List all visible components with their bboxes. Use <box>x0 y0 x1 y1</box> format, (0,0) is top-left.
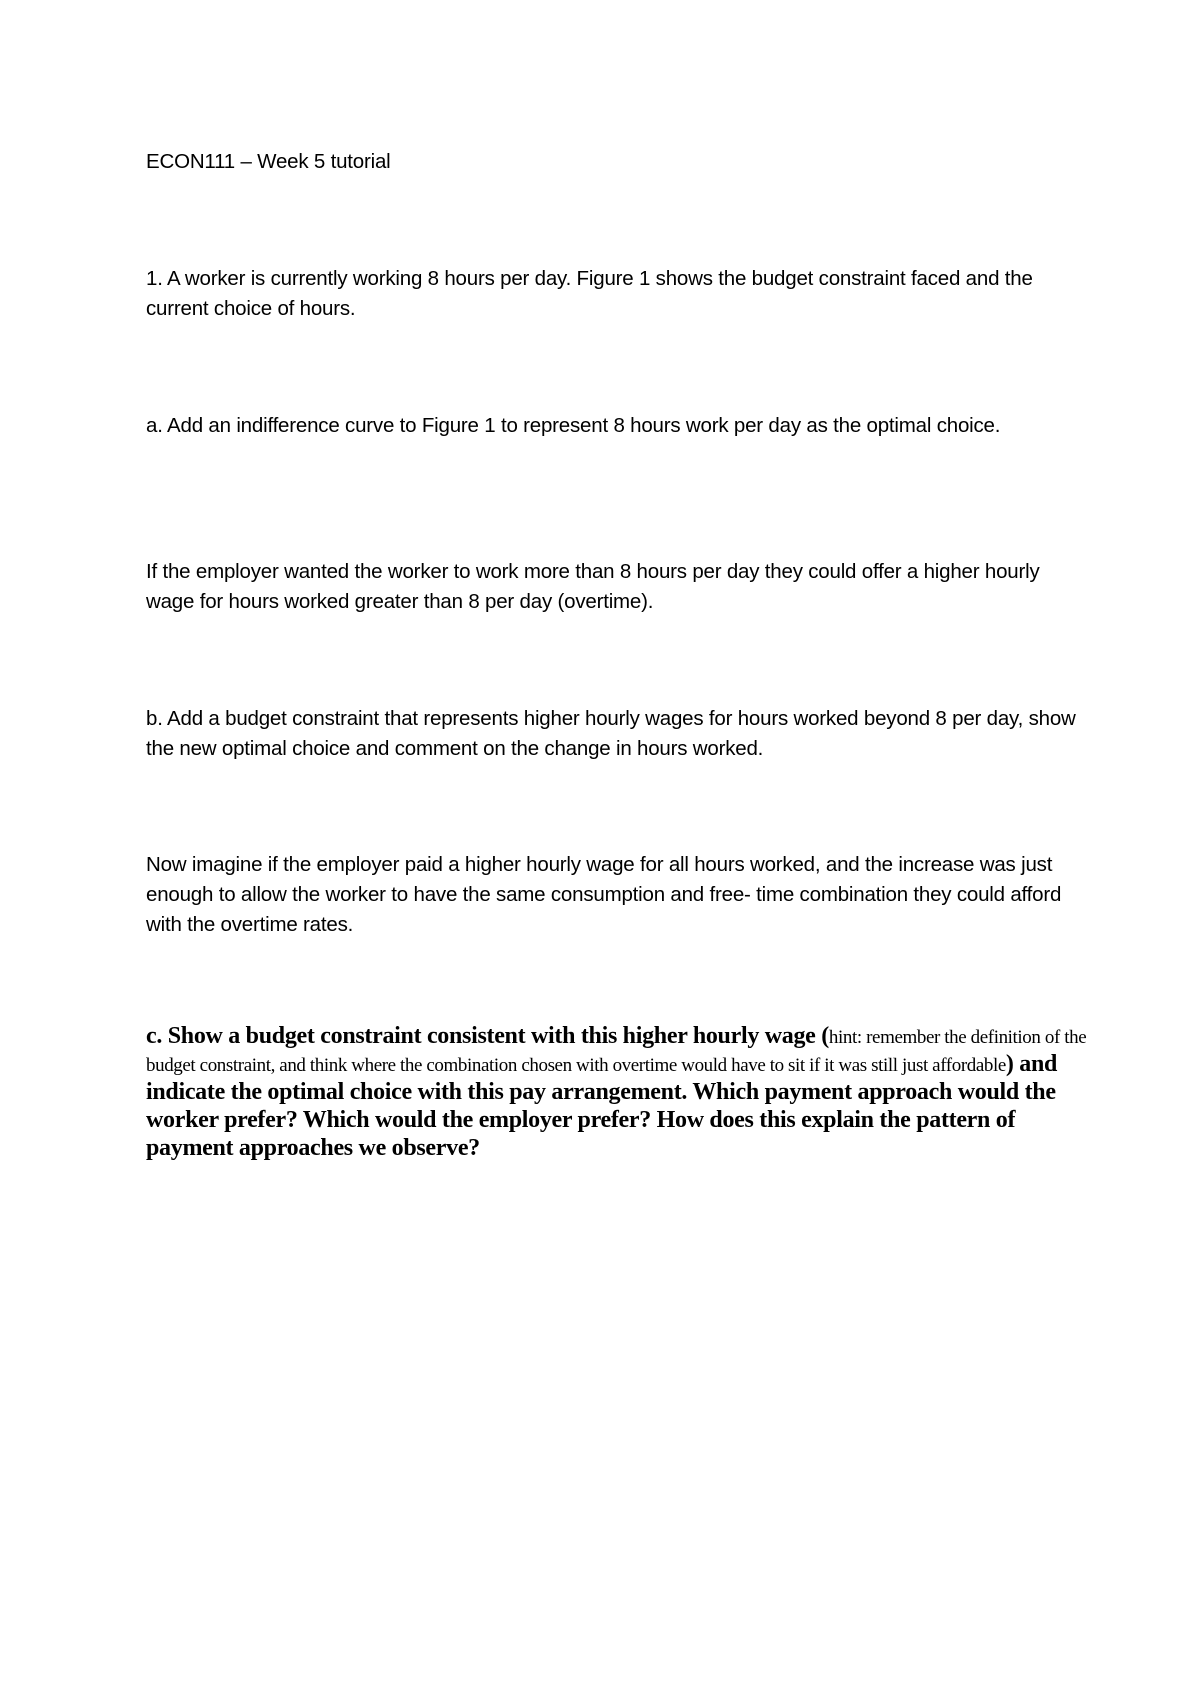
document-title: ECON111 – Week 5 tutorial <box>146 150 391 173</box>
question-1-text: 1. A worker is currently working 8 hours per day. Figure 1 shows the budget constraint faced and the current choice of hours. <box>146 267 1033 320</box>
question-part-c-lead: c. Show a budget constraint consistent with this higher hourly wage ( <box>146 1023 829 1049</box>
question-part-b: b. Add a budget constraint that represents higher hourly wages for hours worked beyond 8 per day, show the new optimal choice and comment on the change in hours worked. <box>146 707 1076 760</box>
overtime-context-paragraph: If the employer wanted the worker to work more than 8 hours per day they could offer a higher hourly wage for hours worked greater than 8 per day (overtime). <box>146 560 1040 613</box>
question-part-c <box>146 1022 1096 1162</box>
question-part-c-hint: hint: remember the definition of the budget constraint, and think where the combination chosen with overtime would have to sit if it was still just affordable <box>146 1027 1087 1076</box>
question-part-a: a. Add an indifference curve to Figure 1 to represent 8 hours work per day as the optimal choice. <box>146 414 1001 437</box>
question-part-c-tail: ) and indicate the optimal choice with this pay arrangement. Which payment approach would the worker prefer? Which would the employer prefer? How does this explain the pattern of payment approaches we observe? <box>146 1051 1058 1161</box>
higher-wage-context-paragraph: Now imagine if the employer paid a higher hourly wage for all hours worked, and the increase was just enough to allow the worker to have the same consumption and free- time combination they could afford with the overtime rates. <box>146 853 1062 936</box>
